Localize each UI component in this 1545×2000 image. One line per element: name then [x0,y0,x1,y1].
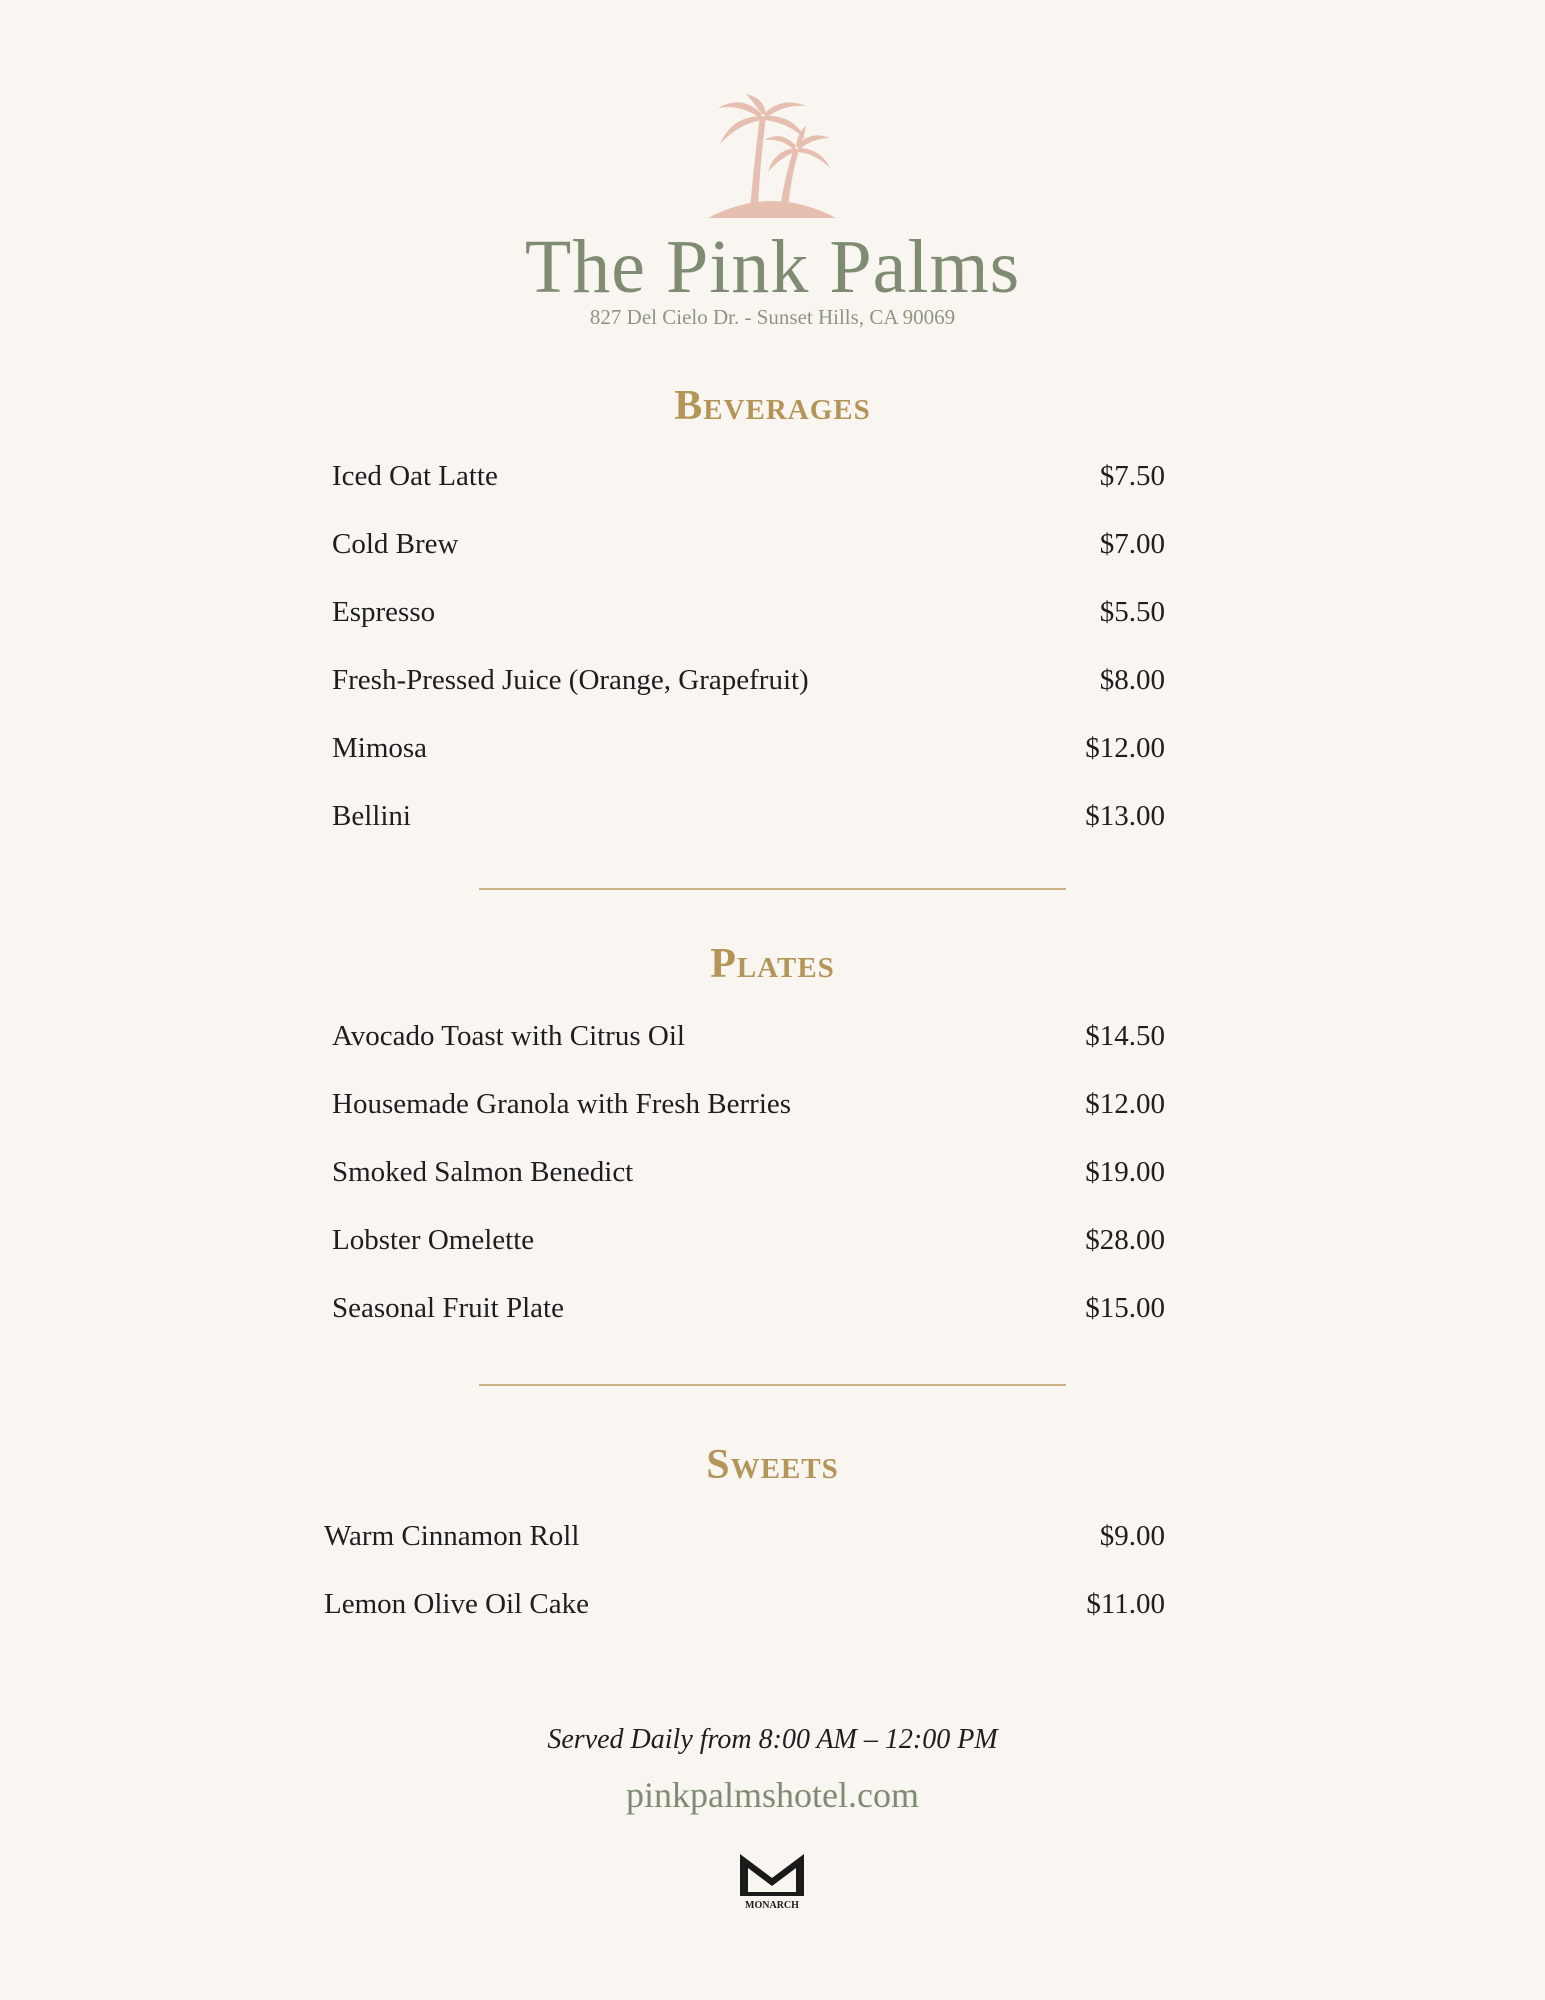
item-name: Cold Brew [332,528,459,560]
item-price: $15.00 [1085,1292,1165,1324]
website-link[interactable]: pinkpalmshotel.com [626,1775,919,1815]
list-item [332,1152,1165,1220]
item-name: Housemade Granola with Fresh Berries [332,1088,792,1120]
list-item [332,728,1165,796]
item-name: Warm Cinnamon Roll [324,1520,580,1552]
list-item [332,592,1165,660]
item-price: $7.50 [1099,460,1165,492]
item-name: Fresh-Pressed Juice (Orange, Grapefruit) [332,664,809,696]
item-name: Espresso [332,596,436,628]
list-item [324,1584,1165,1652]
item-price: $7.00 [1099,528,1165,560]
beverages-list [332,456,1165,864]
service-hours: Served Daily from 8:00 AM – 12:00 PM [547,1724,998,1755]
item-price: $8.00 [1099,664,1165,696]
monarch-logo-icon [736,1848,808,1912]
item-price: $12.00 [1085,732,1165,764]
item-price: $14.50 [1085,1020,1165,1052]
item-name: Iced Oat Latte [332,460,498,492]
item-name: Lobster Omelette [332,1224,535,1256]
list-item [332,524,1165,592]
list-item [332,796,1165,864]
brand-name: MONARCH [745,1900,799,1911]
list-item [332,456,1165,524]
section-divider [479,1384,1066,1386]
item-name: Avocado Toast with Citrus Oil [332,1020,685,1052]
sweets-list [324,1516,1165,1652]
item-price: $9.00 [1099,1520,1165,1552]
list-item [332,1220,1165,1288]
list-item [324,1516,1165,1584]
item-name: Mimosa [332,732,428,764]
section-title-sweets: Sweets [706,1442,839,1488]
list-item [332,660,1165,728]
list-item [332,1016,1165,1084]
list-item [332,1084,1165,1152]
list-item [332,1288,1165,1356]
item-name: Seasonal Fruit Plate [332,1292,564,1324]
item-price: $13.00 [1085,800,1165,832]
item-name: Bellini [332,800,411,832]
item-price: $28.00 [1085,1224,1165,1256]
section-title-plates: Plates [710,941,835,987]
section-divider [479,888,1066,890]
palm-trees-island-icon [702,92,842,222]
plates-list [332,1016,1165,1356]
item-name: Smoked Salmon Benedict [332,1156,634,1188]
restaurant-address: 827 Del Cielo Dr. - Sunset Hills, CA 90069 [589,305,956,329]
item-price: $5.50 [1099,596,1165,628]
restaurant-title: The Pink Palms [524,225,1021,309]
item-price: $11.00 [1086,1588,1165,1620]
item-price: $19.00 [1085,1156,1165,1188]
section-title-beverages: Beverages [674,383,871,429]
item-price: $12.00 [1085,1088,1165,1120]
item-name: Lemon Olive Oil Cake [324,1588,589,1620]
